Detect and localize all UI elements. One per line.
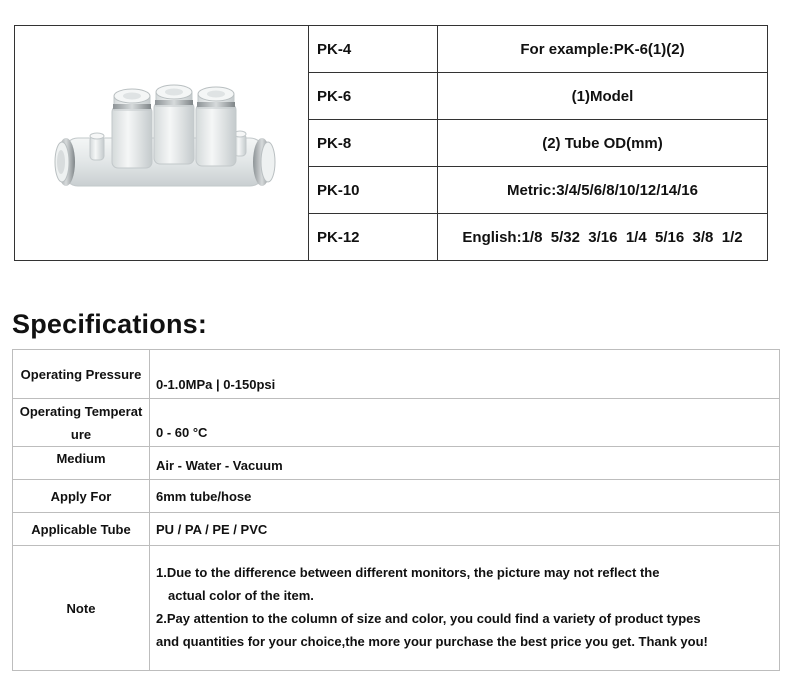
model-description: For example:PK-6(1)(2) [438, 26, 768, 73]
spec-value: 0 - 60 °C [150, 399, 780, 447]
product-image-cell [15, 26, 309, 261]
spec-label: Applicable Tube [13, 513, 150, 546]
pneumatic-fitting-image [42, 66, 282, 216]
spec-label: Operating Pressure [13, 350, 150, 399]
model-description: (2) Tube OD(mm) [438, 120, 768, 167]
note-line: 2.Pay attention to the column of size and color, you could find a variety of product types [156, 611, 701, 626]
spec-value: PU / PA / PE / PVC [150, 513, 780, 546]
model-name: PK-12 [309, 214, 438, 261]
spec-label: Medium [13, 447, 150, 480]
specifications-heading: Specifications: [12, 309, 208, 339]
spec-value: 6mm tube/hose [150, 480, 780, 513]
model-name: PK-4 [309, 26, 438, 73]
model-row [15, 26, 768, 73]
model-description: Metric:3/4/5/6/8/10/12/14/16 [438, 167, 768, 214]
spec-label: Apply For [13, 480, 150, 513]
spec-value: Air - Water - Vacuum [150, 447, 780, 480]
spec-row [13, 447, 780, 480]
model-name: PK-6 [309, 73, 438, 120]
spec-value: 0-1.0MPa | 0-150psi [150, 350, 780, 399]
spec-row [13, 480, 780, 513]
note-row [13, 546, 780, 671]
spec-label: Operating Temperature [13, 399, 150, 447]
spec-row [13, 399, 780, 447]
model-table [14, 25, 768, 261]
spec-row [13, 513, 780, 546]
model-description: English:1/8 5/32 3/16 1/4 5/16 3/8 1/2 [438, 214, 768, 261]
model-name: PK-10 [309, 167, 438, 214]
spec-row [13, 350, 780, 399]
note-label: Note [13, 546, 150, 671]
specifications-table [12, 349, 780, 671]
model-description: (1)Model [438, 73, 768, 120]
note-line: actual color of the item. [168, 588, 314, 603]
note-line: 1.Due to the difference between different monitors, the picture may not reflect the [156, 565, 660, 580]
note-text [150, 546, 780, 671]
note-line: and quantities for your choice,the more your purchase the best price you get. Thank you! [156, 634, 708, 649]
model-name: PK-8 [309, 120, 438, 167]
